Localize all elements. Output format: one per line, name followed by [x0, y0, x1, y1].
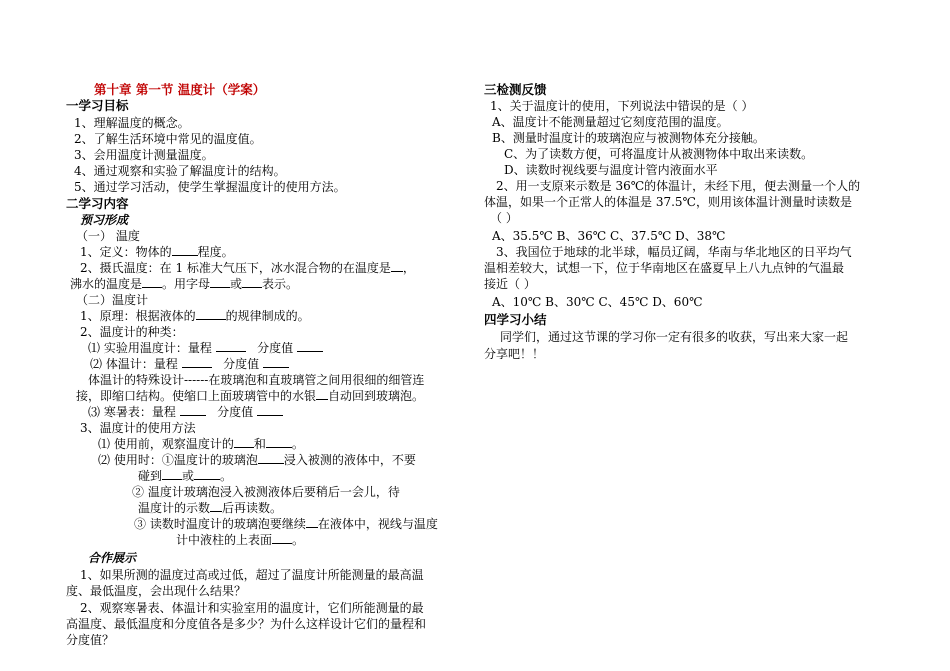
- question-definition: 1、定义：物体的 程度。: [80, 245, 234, 259]
- section-heading-summary: 四学习小结: [484, 312, 547, 327]
- blank: [142, 276, 162, 288]
- blank: [266, 436, 292, 448]
- blank: [257, 404, 283, 416]
- feedback-question-2-cont: 体温，如果一个正常人的体温是 37.5℃，则用该体温计测量时读数是: [484, 195, 852, 209]
- blank: [180, 404, 206, 416]
- part-two-label: （二）温度计: [76, 293, 149, 307]
- feedback-question-2-options: A、35.5℃ B、36℃ C、37.5℃ D、38℃: [492, 229, 726, 243]
- feedback-question-1: 1、关于温度计的使用，下列说法中错误的是（ ）: [490, 99, 754, 113]
- section-heading-goals: 一学习目标: [66, 98, 129, 113]
- feedback-question-3: 3、我国位于地球的北半球，幅员辽阔，华南与华北地区的日平均气: [496, 245, 852, 259]
- types-line: 2、温度计的种类：: [80, 325, 184, 339]
- usage-line-3-cont: 温度计的示数 后再读数。: [138, 501, 283, 515]
- coop-question-1: 1、如果所测的温度过高或过低，超过了温度计所能测量的最高温: [80, 568, 424, 582]
- lab-thermometer-line: ⑴ 实验用温度计：量程 分度值: [88, 340, 323, 356]
- blank: [316, 388, 328, 400]
- feedback-question-2-paren: （ ）: [490, 211, 518, 225]
- usage-line-3: ② 温度计玻璃泡浸入被测液体后要稍后一会儿，待: [132, 485, 400, 499]
- blank: [234, 436, 254, 448]
- option-b: B、测量时温度计的玻璃泡应与被测物体充分接触。: [492, 131, 765, 145]
- usage-heading: 3、温度计的使用方法: [80, 421, 196, 435]
- option-a: A、温度计不能测量超过它刻度范围的温度。: [492, 115, 729, 129]
- blank: [194, 468, 220, 480]
- part-one-label: （一） 温度: [76, 229, 140, 243]
- section-heading-content: 二学习内容: [66, 196, 129, 211]
- option-d: D、读数时视线要与温度计管内液面水平: [504, 163, 718, 177]
- usage-line-1: ⑴ 使用前，观察温度计的 和 。: [98, 437, 304, 451]
- goal-item: 4、通过观察和实验了解温度计的结构。: [74, 164, 286, 178]
- coop-question-2-cont: 高温度、最低温度和分度值各是多少？为什么这样设计它们的量程和: [66, 617, 427, 631]
- coop-question-2: 2、观察寒暑表、体温计和实验室用的温度计，它们所能测量的最: [80, 601, 424, 615]
- summary-text-cont: 分享吧！！: [484, 347, 545, 361]
- blank: [297, 340, 323, 352]
- principle-line: 1、原理：根据液体的 的规律制成的。: [80, 309, 310, 323]
- subheading-cooperation: 合作展示: [88, 551, 137, 565]
- design-line-1: 体温计的特殊设计------在玻璃泡和直玻璃管之间用很细的细管连: [88, 373, 425, 387]
- blank: [263, 356, 289, 368]
- blank: [182, 356, 212, 368]
- blank: [216, 340, 246, 352]
- goal-item: 1、理解温度的概念。: [74, 116, 190, 130]
- page-title: 第十章 第一节 温度计（学案）: [94, 82, 266, 97]
- coop-question-1-cont: 度、最低温度，会出现什么结果？: [66, 584, 247, 598]
- feedback-question-3-cont: 温相差较大，试想一下，位于华南地区在盛夏早上八九点钟的气温最: [484, 261, 845, 275]
- goal-item: 2、了解生活环境中常见的温度值。: [74, 132, 262, 146]
- blank: [162, 468, 182, 480]
- feedback-question-2: 2、用一支原来示数是 36℃的体温计，未经下甩，便去测量一个人的: [496, 179, 861, 193]
- usage-line-4-cont: 计中液柱的上表面 。: [176, 533, 305, 547]
- usage-line-2: ⑵ 使用时：①温度计的玻璃泡 浸入被测的液体中，不要: [98, 453, 416, 467]
- blank: [391, 260, 403, 272]
- goal-item: 5、通过学习活动，使学生掌握温度计的使用方法。: [74, 180, 346, 194]
- usage-line-2-cont: 碰到 或 。: [138, 469, 233, 483]
- summary-text: 同学们，通过这节课的学习你一定有很多的收获，写出来大家一起: [500, 330, 849, 344]
- section-heading-feedback: 三检测反馈: [484, 82, 547, 97]
- coop-question-2-cont: 分度值？: [66, 633, 115, 647]
- blank: [210, 276, 230, 288]
- usage-line-4: ③ 读数时温度计的玻璃泡要继续 在液体中，视线与温度: [134, 517, 438, 531]
- cold-thermometer-line: ⑶ 寒暑表：量程 分度值: [88, 404, 283, 420]
- blank: [306, 516, 318, 528]
- blank: [258, 452, 284, 464]
- blank: [242, 276, 262, 288]
- blank: [172, 244, 198, 256]
- question-celsius: 2、摄氏温度：在 1 标准大气压下，冰水混合物的在温度是 ，: [80, 261, 415, 275]
- blank: [272, 532, 292, 544]
- goal-item: 3、会用温度计测量温度。: [74, 148, 214, 162]
- body-thermometer-line: ⑵ 体温计：量程 分度值: [90, 356, 289, 372]
- subheading-preview: 预习形成: [80, 213, 129, 227]
- blank: [196, 308, 226, 320]
- question-celsius-cont: 沸水的温度是 。用字母 或 表示。: [70, 277, 299, 291]
- design-line-2: 接，即缩口结构。使缩口上面玻璃管中的水银 自动回到玻璃泡。: [76, 389, 425, 403]
- option-c: C、为了读数方便，可将温度计从被测物体中取出来读数。: [504, 147, 814, 161]
- feedback-question-3-cont: 接近（ ）: [484, 277, 536, 291]
- feedback-question-3-options: A、10℃ B、30℃ C、45℃ D、60℃: [492, 295, 703, 309]
- blank: [210, 500, 222, 512]
